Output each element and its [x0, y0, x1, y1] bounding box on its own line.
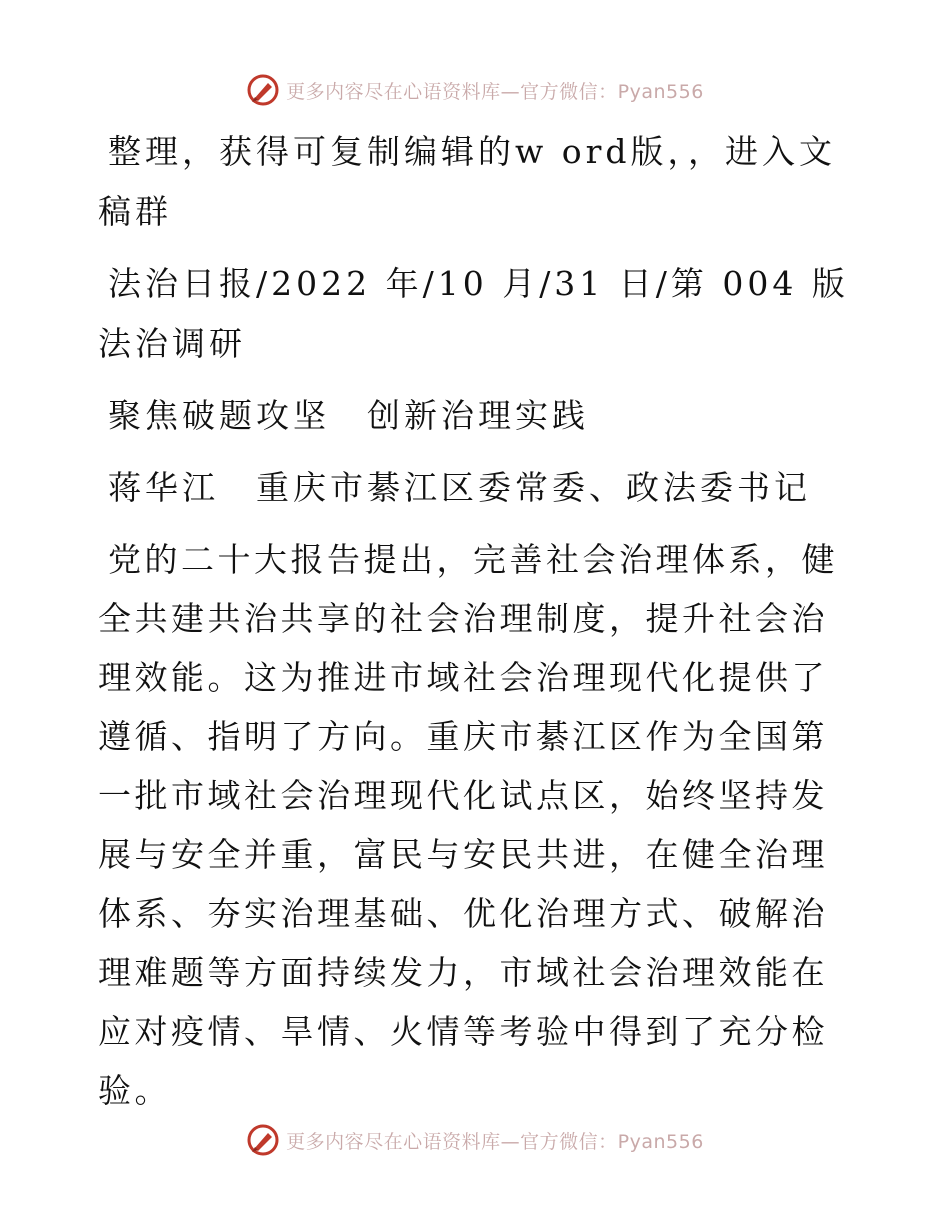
pen-logo-icon — [246, 1123, 280, 1157]
article-title: 聚焦破题攻坚 创新治理实践 — [108, 396, 589, 435]
document-body — [98, 122, 858, 1132]
source-line: 法治日报/2022 年/10 月/31 日/第 004 版法治调研 — [98, 264, 849, 363]
watermark-text: 更多内容尽在心语资料库—官方微信：Pyan556 — [286, 1130, 704, 1153]
footer-watermark — [0, 1120, 950, 1160]
watermark-text: 更多内容尽在心语资料库—官方微信：Pyan556 — [286, 80, 704, 103]
watermark-group — [246, 1123, 704, 1157]
pen-logo-icon — [246, 73, 280, 107]
header-watermark — [0, 70, 950, 110]
watermark-group — [246, 73, 704, 107]
intro-line: 整理，获得可复制编辑的w ord版，，进入文稿群 — [98, 132, 837, 231]
author-line: 蒋华江 重庆市綦江区委常委、政法委书记 — [108, 468, 811, 507]
body-paragraph: 党的二十大报告提出，完善社会治理体系，健全共建共治共享的社会治理制度，提升社会治理效能。这为推进市域社会治理现代化提供了遵循、指明了方向。重庆市綦江区作为全国第一批市域社会治理现代化试点区，始终坚持发展与安全并重，富民与安民共进，在健全治理体系、夯实治理基础、优化治理方式、破解治理难题等方面持续发力，市域社会治理效能在应对疫情、旱情、火情等考验中得到了充分检验。 — [98, 540, 838, 1110]
